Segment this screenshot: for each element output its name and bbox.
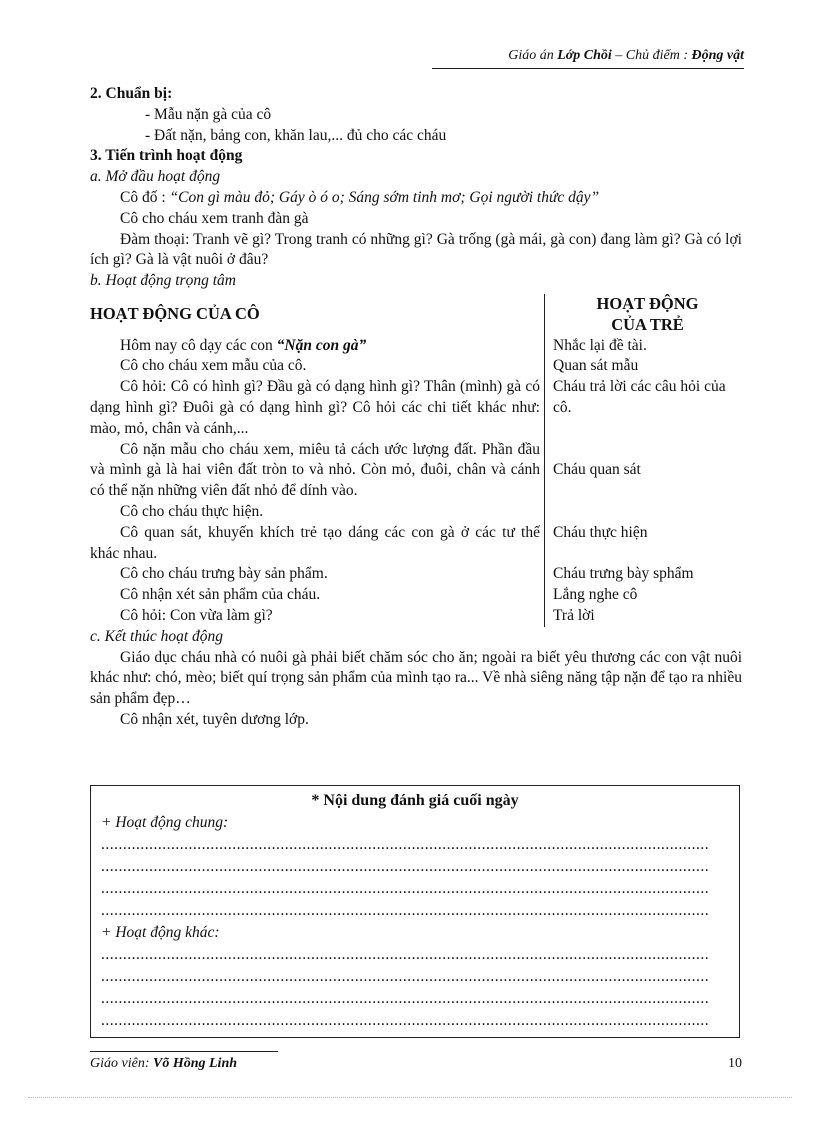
col-child-label-2: CỦA TRẺ: [611, 314, 684, 334]
child-cell: Quan sát mẫu: [553, 357, 639, 375]
teacher-cell: [90, 336, 545, 357]
evaluation-box: [90, 785, 740, 1038]
child-cell: Cháu trưng bày sphẩm: [553, 565, 694, 583]
teacher-credit: [90, 1056, 237, 1071]
section-b-title: b. Hoạt động trọng tâm: [90, 272, 236, 290]
teacher-cell: Cô quan sát, khuyến khích trẻ tạo dáng các con gà ở các tư thế khác nhau.: [90, 523, 545, 565]
page-header: [432, 48, 744, 64]
header-prefix: Giáo án: [508, 48, 558, 63]
table-row: [90, 585, 742, 606]
dotted-line: ...........................................................................................................................................: [101, 1012, 710, 1029]
dotted-line: ...........................................................................................................................................: [101, 990, 710, 1007]
teacher-cell: Cô cho cháu xem mẫu của cô.: [90, 356, 545, 377]
dotted-line: ...........................................................................................................................................: [101, 902, 710, 919]
intro-line-3: Đàm thoại: Tranh vẽ gì? Trong tranh có những gì? Gà trống (gà mái, gà con) đang làm gì? Gà có lợi ích gì? Gà là vật nuôi ở đâu?: [90, 230, 742, 269]
lesson-content: [90, 84, 742, 731]
child-cell: [545, 502, 743, 523]
riddle-text: “Con gì màu đỏ; Gáy ò ó o; Sáng sớm tinh mơ; Gọi người thức dậy”: [169, 188, 600, 206]
closing-line-1: Giáo dục cháu nhà có nuôi gà phải biết chăm sóc cho ăn; ngoài ra biết yêu thương các con vật nuôi khác như: chó, mèo; biết quí trọng sản phẩm của mình tạo ra... Về nhà siêng năng tập nặn để tạo ra nhiều sản phẩm đẹp…: [90, 648, 742, 708]
table-row: [90, 606, 742, 627]
header-class-name: Lớp Chồi: [557, 48, 612, 63]
table-row: [90, 356, 742, 377]
page-number: 10: [728, 1056, 742, 1071]
teacher-text: Hôm nay cô dạy các con: [120, 336, 277, 354]
dotted-line: ...........................................................................................................................................: [101, 880, 710, 897]
riddle-label: Cô đố :: [120, 188, 170, 206]
col-child-header: [545, 294, 743, 336]
general-activity-label: + Hoạt động chung:: [101, 814, 229, 831]
table-row: [90, 564, 742, 585]
table-row: [90, 440, 742, 502]
header-mid: – Chủ điểm :: [611, 48, 692, 63]
footer-rule: [90, 1051, 278, 1052]
prep-item-1: - Mẫu nặn gà của cô: [145, 105, 272, 123]
child-cell: [545, 440, 743, 502]
col-child-label-1: HOẠT ĐỘNG: [596, 293, 699, 313]
section-c-title: c. Kết thúc hoạt động: [90, 627, 224, 645]
col-teacher-header: [90, 294, 545, 336]
child-cell: Trả lời: [553, 606, 595, 624]
teacher-name: Võ Hồng Linh: [152, 1056, 238, 1071]
child-cell: Lắng nghe cô: [553, 586, 638, 604]
dotted-line: ...........................................................................................................................................: [101, 968, 710, 985]
prep-item-2: - Đất nặn, bảng con, khăn lau,... đủ cho các cháu: [145, 126, 447, 144]
section-2-title: 2. Chuẩn bị:: [90, 85, 173, 102]
page-bottom-dotted-border: [28, 1097, 792, 1098]
section-3-title: 3. Tiến trình hoạt động: [90, 147, 243, 165]
other-activity-label: + Hoạt động khác:: [101, 924, 220, 941]
teacher-cell: Cô hỏi: Cô có hình gì? Đầu gà có dạng hình gì? Thân (mình) gà có dạng hình gì? Đuôi gà có dạng hình gì? Cô hỏi các chi tiết khác như: mào, mỏ, chân và cánh,...: [90, 377, 545, 439]
header-rule: [432, 68, 744, 69]
riddle-line: [90, 188, 742, 209]
dotted-line: ...........................................................................................................................................: [101, 946, 710, 963]
child-text: Cháu quan sát: [553, 461, 641, 479]
table-row: [90, 502, 742, 523]
child-cell: Cháu trả lời các câu hỏi của cô.: [553, 378, 726, 416]
activity-table: [90, 294, 742, 627]
child-cell: Cháu thực hiện: [553, 523, 648, 541]
intro-line-2: Cô cho cháu xem tranh đàn gà: [120, 209, 309, 227]
evaluation-title: * Nội dung đánh giá cuối ngày: [311, 792, 519, 809]
teacher-cell: Cô nhận xét sản phẩm của cháu.: [90, 585, 545, 606]
teacher-cell: Cô cho cháu trưng bày sản phẩm.: [90, 564, 545, 585]
teacher-cell: Cô hỏi: Con vừa làm gì?: [90, 606, 545, 627]
col-teacher-label: HOẠT ĐỘNG CỦA CÔ: [90, 304, 260, 324]
section-a-title: a. Mở đầu hoạt động: [90, 168, 221, 186]
table-header-row: [90, 294, 742, 336]
lesson-title: “Nặn con gà”: [276, 336, 367, 354]
child-cell: Nhắc lại đề tài.: [553, 336, 647, 354]
dotted-line: ...........................................................................................................................................: [101, 836, 710, 853]
dotted-line: ...........................................................................................................................................: [101, 858, 710, 875]
teacher-cell: Cô nặn mẫu cho cháu xem, miêu tả cách ước lượng đất. Phần đầu và mình gà là hai viên đất tròn to và nhỏ. Còn mỏ, đuôi, chân và cánh có thể nặn những viên đất nhỏ để dính vào.: [90, 440, 545, 502]
table-row: [90, 377, 742, 439]
table-row: [90, 523, 742, 565]
teacher-cell: Cô cho cháu thực hiện.: [90, 502, 545, 523]
header-theme: Động vật: [691, 48, 744, 63]
table-row: [90, 336, 742, 357]
teacher-label: Giáo viên:: [90, 1056, 153, 1071]
page-footer: [90, 1056, 742, 1072]
closing-line-2: Cô nhận xét, tuyên dương lớp.: [120, 710, 309, 728]
